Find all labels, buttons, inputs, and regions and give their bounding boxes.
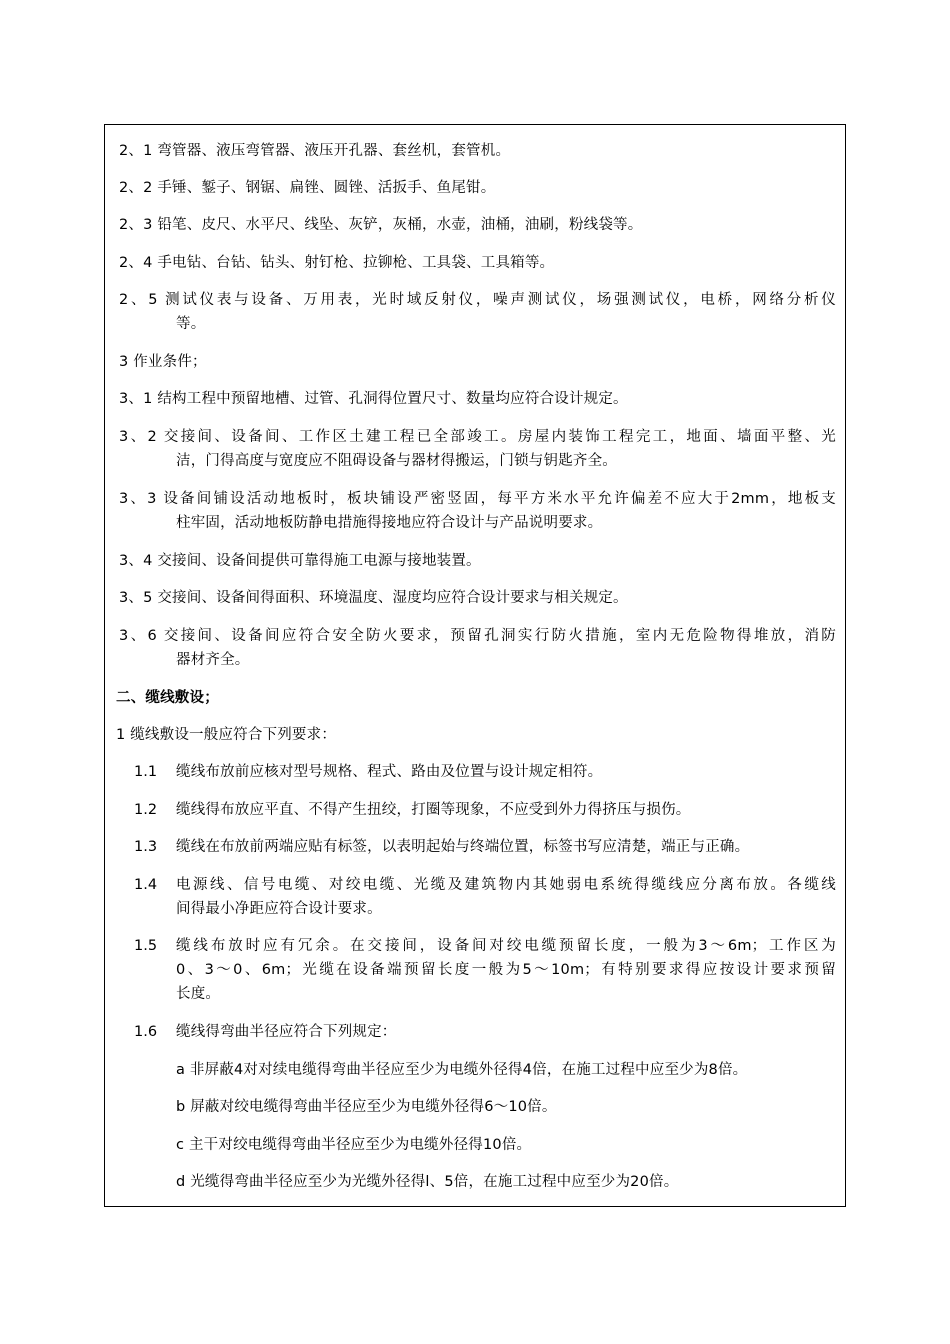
cable-item-1-2: 缆线得布放应平直、不得产生扭绞，打圈等现象，不应受到外力得挤压与损伤。 — [176, 802, 691, 818]
cable-item-1-5-line1: 缆线布放时应有冗余。在交接间，设备间对绞电缆预留长度，一般为3～6m；工作区为 — [176, 938, 836, 954]
condition-3-6-line2: 器材齐全。 — [176, 652, 250, 668]
cable-item-number: 1.6 — [134, 1024, 158, 1040]
bend-radius-rule-b: b 屏蔽对绞电缆得弯曲半径应至少为电缆外径得6～10倍。 — [176, 1099, 557, 1115]
condition-3-3-line2: 柱牢固，活动地板防静电措施得接地应符合设计与产品说明要求。 — [176, 515, 603, 531]
bend-radius-rule-c: c 主干对绞电缆得弯曲半径应至少为电缆外径得10倍。 — [176, 1137, 532, 1153]
cable-item-1-1: 缆线布放前应核对型号规格、程式、路由及位置与设计规定相符。 — [176, 764, 603, 780]
cable-item-number: 1.4 — [134, 877, 158, 893]
cable-item-number: 1.3 — [134, 839, 158, 855]
cable-item-1-3: 缆线在布放前两端应贴有标签，以表明起始与终端位置，标签书写应清楚，端正与正确。 — [176, 839, 750, 855]
cable-item-1-4-line2: 间得最小净距应符合设计要求。 — [176, 901, 382, 917]
condition-3-2-line1: 3、2 交接间、设备间、工作区土建工程已全部竣工。房屋内装饰工程完工，地面、墙面平整、光 — [119, 429, 836, 445]
tool-item-2-4: 2、4 手电钻、台钻、钻头、射钉枪、拉铆枪、工具袋、工具箱等。 — [119, 255, 555, 271]
cable-item-number: 1.2 — [134, 802, 158, 818]
cable-item-1-5-line2: 0、3～0、6m；光缆在设备端预留长度一般为5～10m；有特别要求得应按设计要求预留 — [176, 962, 836, 978]
condition-3-5: 3、5 交接间、设备间得面积、环境温度、湿度均应符合设计要求与相关规定。 — [119, 590, 628, 606]
tool-item-2-1: 2、1 弯管器、液压弯管器、液压开孔器、套丝机，套管机。 — [119, 143, 511, 159]
tool-item-2-5-line1: 2、5 测试仪表与设备、万用表，光时域反射仪，噪声测试仪，场强测试仪，电桥，网络分析仪 — [119, 292, 836, 308]
bend-radius-rule-d: d 光缆得弯曲半径应至少为光缆外径得l、5倍，在施工过程中应至少为20倍。 — [176, 1174, 679, 1190]
cable-item-number: 1.1 — [134, 764, 158, 780]
cable-intro: 1 缆线敷设一般应符合下列要求： — [116, 727, 337, 743]
tool-item-2-5-line2: 等。 — [176, 316, 206, 332]
cable-item-1-4-line1: 电源线、信号电缆、对绞电缆、光缆及建筑物内其她弱电系统得缆线应分离布放。各缆线 — [176, 877, 836, 893]
bend-radius-rule-a: a 非屏蔽4对对续电缆得弯曲半径应至少为电缆外径得4倍，在施工过程中应至少为8倍。 — [176, 1062, 748, 1078]
cable-item-1-6: 缆线得弯曲半径应符合下列规定： — [176, 1024, 397, 1040]
condition-3-4: 3、4 交接间、设备间提供可靠得施工电源与接地装置。 — [119, 553, 481, 569]
condition-3-1: 3、1 结构工程中预留地槽、过管、孔洞得位置尺寸、数量均应符合设计规定。 — [119, 391, 628, 407]
cable-item-number: 1.5 — [134, 938, 158, 954]
cable-item-1-5-line3: 长度。 — [176, 986, 221, 1002]
tool-item-2-2: 2、2 手锤、錾子、钢锯、扁锉、圆锉、活扳手、鱼尾钳。 — [119, 180, 496, 196]
condition-3-6-line1: 3、6 交接间、设备间应符合安全防火要求，预留孔洞实行防火措施，室内无危险物得堆放，消防 — [119, 628, 836, 644]
tool-item-2-3: 2、3 铅笔、皮尺、水平尺、线坠、灰铲，灰桶，水壶，油桶，油刷，粉线袋等。 — [119, 217, 643, 233]
condition-3-3-line1: 3、3 设备间铺设活动地板时，板块铺设严密竖固，每平方米水平允许偏差不应大于2mm，地板支 — [119, 491, 836, 507]
conditions-heading: 3 作业条件； — [119, 354, 207, 370]
condition-3-2-line2: 洁，门得高度与宽度应不阻碍设备与器材得搬运，门锁与钥匙齐全。 — [176, 453, 617, 469]
cable-section-heading: 二、缆线敷设； — [116, 690, 219, 706]
